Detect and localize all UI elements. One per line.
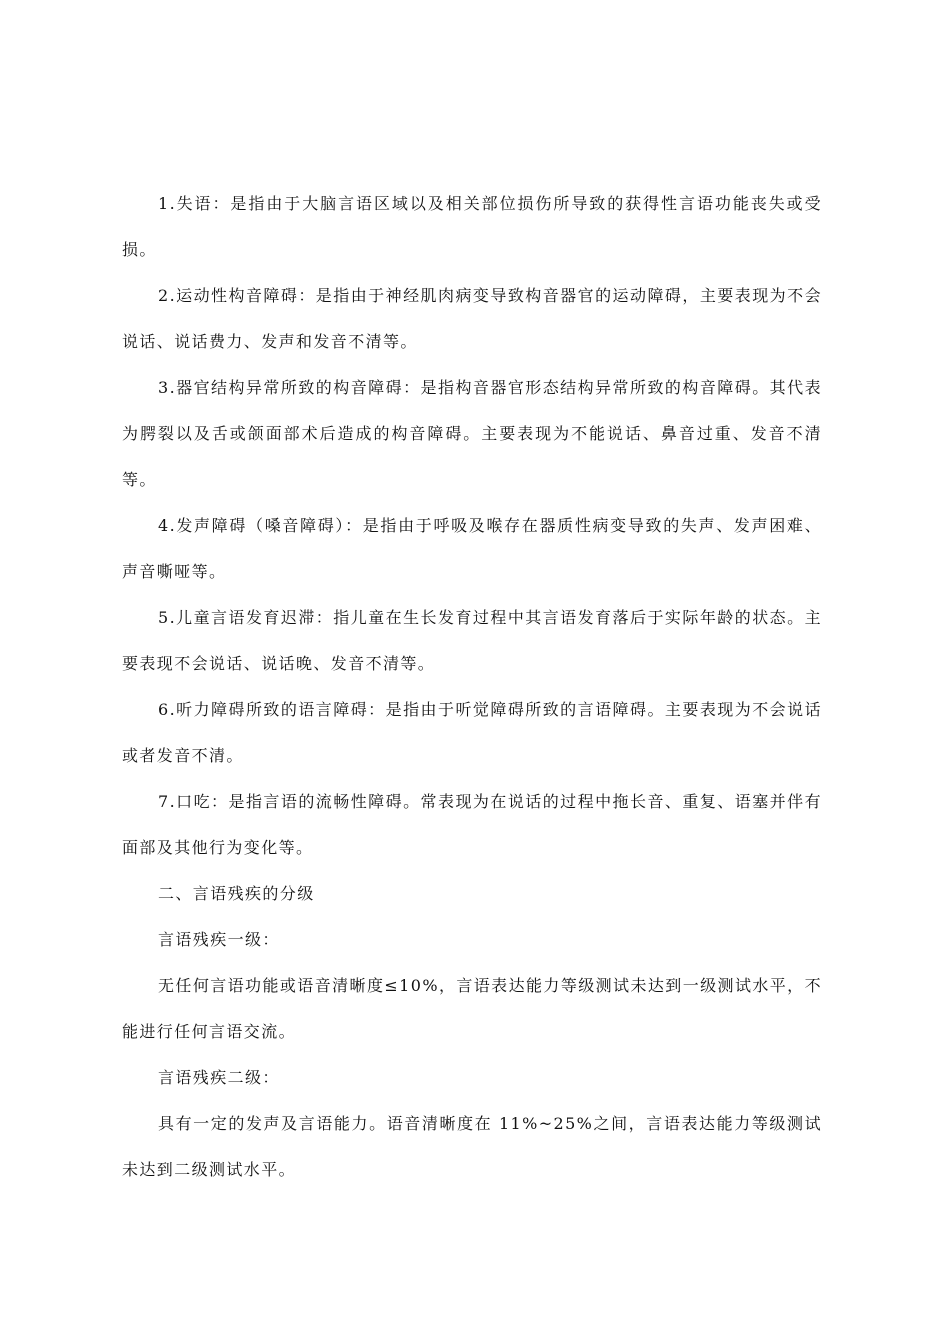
grade-two-heading: 言语残疾二级： (158, 1068, 280, 1087)
grade-two-description: 具有一定的发声及言语能力。语音清晰度在 11%~25%之间，言语表达能力等级测试未达到二级测试水平。 (122, 1114, 822, 1179)
grade-one-heading: 言语残疾一级： (158, 930, 280, 949)
paragraph-voice-disorder: 4.发声障碍（嗓音障碍）：是指由于呼吸及喉存在器质性病变导致的失声、发声困难、声音嘶哑等。 (122, 516, 822, 581)
section-heading-grading: 二、言语残疾的分级 (158, 884, 315, 903)
paragraph-motor-dysarthria: 2.运动性构音障碍：是指由于神经肌肉病变导致构音器官的运动障碍，主要表现为不会说话、说话费力、发声和发音不清等。 (122, 286, 822, 351)
document-body (122, 181, 822, 1193)
paragraph-structural-dysarthria: 3.器官结构异常所致的构音障碍：是指构音器官形态结构异常所致的构音障碍。其代表为腭裂以及舌或颌面部术后造成的构音障碍。主要表现为不能说话、鼻音过重、发音不清等。 (122, 378, 822, 489)
paragraph-hearing-related-disorder: 6.听力障碍所致的语言障碍：是指由于听觉障碍所致的言语障碍。主要表现为不会说话或者发音不清。 (122, 700, 822, 765)
paragraph-child-language-delay: 5.儿童言语发育迟滞：指儿童在生长发育过程中其言语发育落后于实际年龄的状态。主要表现不会说话、说话晚、发音不清等。 (122, 608, 822, 673)
grade-one-description: 无任何言语功能或语音清晰度≤10%，言语表达能力等级测试未达到一级测试水平，不能进行任何言语交流。 (122, 976, 822, 1041)
paragraph-stuttering: 7.口吃：是指言语的流畅性障碍。常表现为在说话的过程中拖长音、重复、语塞并伴有面部及其他行为变化等。 (122, 792, 822, 857)
paragraph-aphasia: 1.失语：是指由于大脑言语区域以及相关部位损伤所导致的获得性言语功能丧失或受损。 (122, 194, 822, 259)
